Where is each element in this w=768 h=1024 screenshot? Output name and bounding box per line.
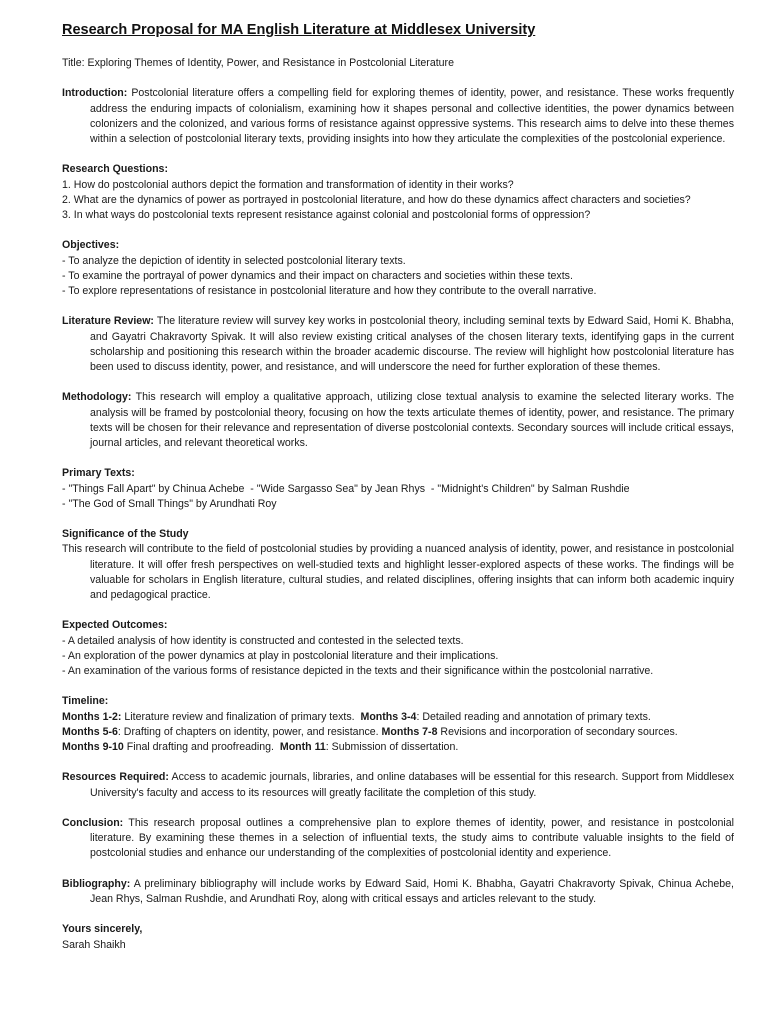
list-item: - "The God of Small Things" by Arundhati Roy bbox=[62, 497, 277, 510]
signature-name: Sarah Shaikh bbox=[62, 938, 126, 951]
timeline-row bbox=[62, 710, 734, 725]
list-item: - An exploration of the power dynamics at play in postcolonial literature and their implications. bbox=[62, 649, 499, 662]
list-item: - A detailed analysis of how identity is constructed and contested in the selected texts. bbox=[62, 634, 464, 647]
list-item: - To analyze the depiction of identity in selected postcolonial literary texts. bbox=[62, 254, 406, 267]
conclusion-paragraph bbox=[62, 816, 734, 862]
methodology-text: This research will employ a qualitative approach, utilizing close textual analysis to examine the selected literary works. The analysis will be framed by postcolonial theory, focusing on how the texts articulate themes of identity, power, and resistance. The primary texts will be chosen for their relevance and representation of diverse postcolonial contexts. Secondary sources will include critical essays, journal articles, and relevant theoretical works. bbox=[90, 391, 734, 449]
methodology-paragraph bbox=[62, 390, 734, 451]
primary-texts-heading: Primary Texts: bbox=[62, 467, 135, 480]
resources-text: Access to academic journals, libraries, and online databases will be essential for this research. Support from Middlesex University's faculty and access to its resources will greatly facilitate the completion of this study. bbox=[90, 771, 737, 799]
timeline-label: Months 5-6 bbox=[62, 725, 118, 738]
resources-label: Resources Required: bbox=[62, 771, 169, 784]
closing-salutation: Yours sincerely, bbox=[62, 923, 143, 936]
bibliography-text: A preliminary bibliography will include works by Edward Said, Homi K. Bhabha, Gayatri Chakravorty Spivak, Chinua Achebe, Jean Rhys, Salman Rushdie, and Arundhati Roy, along with critical essays and articles relevant to the study. bbox=[90, 877, 734, 905]
list-item: - An examination of the various forms of resistance depicted in the texts and their significance within the postcolonial narrative. bbox=[62, 665, 654, 677]
list-item: 3. In what ways do postcolonial texts represent resistance against colonial and postcolonial forms of oppression? bbox=[62, 209, 591, 221]
timeline-text: : Detailed reading and annotation of primary texts. bbox=[416, 710, 651, 723]
list-item: 1. How do postcolonial authors depict the formation and transformation of identity in their works? bbox=[62, 178, 514, 191]
timeline-label: Months 7-8 bbox=[381, 725, 438, 738]
list-item: - To explore representations of resistance in postcolonial literature and how they contribute to the overall narrative. bbox=[62, 285, 597, 297]
document-title: Research Proposal for MA English Literature at Middlesex University bbox=[62, 22, 536, 38]
timeline-label: Months 9-10 bbox=[62, 741, 124, 753]
introduction-label: Introduction: bbox=[62, 87, 128, 100]
list-item: - "Things Fall Apart" by Chinua Achebe - "Wide Sargasso Sea" by Jean Rhys - "Midnight's Children" by Salman Rushdie bbox=[62, 482, 630, 495]
timeline-row bbox=[62, 740, 734, 755]
timeline-label: Months 3-4 bbox=[360, 710, 417, 723]
resources-paragraph bbox=[62, 770, 737, 800]
timeline-text: Revisions and incorporation of secondary sources. bbox=[437, 725, 678, 738]
objectives-heading: Objectives: bbox=[62, 239, 120, 252]
timeline-text: Final drafting and proofreading. bbox=[123, 741, 280, 753]
timeline-label: Months 1-2: bbox=[62, 710, 122, 723]
list-item: - To examine the portrayal of power dynamics and their impact on characters and societies within these texts. bbox=[62, 269, 573, 282]
significance-text: This research will contribute to the field of postcolonial studies by providing a nuanced analysis of identity, power, and resistance in postcolonial literature. It will offer fresh perspectives on well-studied texts and highlight lesser-explored aspects of these works. The findings will be valuable for scholars in English literature, cultural studies, and related disciplines, offering insights that can inform both academic inquiry and pedagogical practice. bbox=[62, 543, 734, 601]
timeline-heading: Timeline: bbox=[62, 695, 109, 708]
introduction-text: Postcolonial literature offers a compelling field for exploring themes of identity, power, and resistance. These works frequently address the enduring impacts of colonialism, examining how it shapes personal and collective identities, the power dynamics between colonizers and the colonized, and various forms of resistance against oppressive systems. This research aims to delve into these themes within a selection of postcolonial literary texts, providing insights into how they articulate the complexities of the postcolonial experience. bbox=[90, 87, 734, 145]
introduction-paragraph bbox=[62, 86, 734, 147]
bibliography-label: Bibliography: bbox=[62, 877, 131, 890]
timeline-row bbox=[62, 725, 734, 740]
expected-outcomes-heading: Expected Outcomes: bbox=[62, 619, 168, 632]
conclusion-text: This research proposal outlines a comprehensive plan to explore themes of identity, power, and resistance in postcolonial literature. By examining these themes in a selection of influential texts, the study aims to contribute valuable insights to the field of postcolonial studies and enhance our understanding of the complexities of postcolonial identity and experience. bbox=[90, 816, 734, 860]
research-questions-heading: Research Questions: bbox=[62, 163, 168, 176]
list-item: 2. What are the dynamics of power as portrayed in postcolonial literature, and how do these dynamics affect characters and societies? bbox=[62, 193, 691, 206]
bibliography-paragraph bbox=[62, 877, 734, 907]
significance-heading: Significance of the Study bbox=[62, 528, 189, 541]
timeline-text: : Submission of dissertation. bbox=[325, 741, 459, 753]
timeline-label: Month 11 bbox=[279, 741, 326, 753]
proposal-subtitle: Title: Exploring Themes of Identity, Power, and Resistance in Postcolonial Literature bbox=[62, 57, 454, 69]
literature-review-text: The literature review will survey key works in postcolonial theory, including seminal texts by Edward Said, Homi K. Bhabha, and Gayatri Chakravorty Spivak. It will also review existing critical analyses of the chosen literary texts, identifying gaps in the current scholarship and positioning this research within the broader academic discourse. The review will highlight how postcolonial literature has been used to discuss identity, power, and resistance, and will underscore the need for further exploration of these themes. bbox=[90, 315, 735, 373]
timeline-text: : Drafting of chapters on identity, power, and resistance. bbox=[117, 725, 382, 738]
timeline-text: Literature review and finalization of primary texts. bbox=[121, 710, 361, 723]
methodology-label: Methodology: bbox=[62, 391, 132, 404]
literature-review-label: Literature Review: bbox=[62, 315, 154, 328]
conclusion-label: Conclusion: bbox=[62, 816, 124, 829]
document-body bbox=[62, 56, 737, 953]
literature-review-paragraph bbox=[62, 314, 734, 375]
